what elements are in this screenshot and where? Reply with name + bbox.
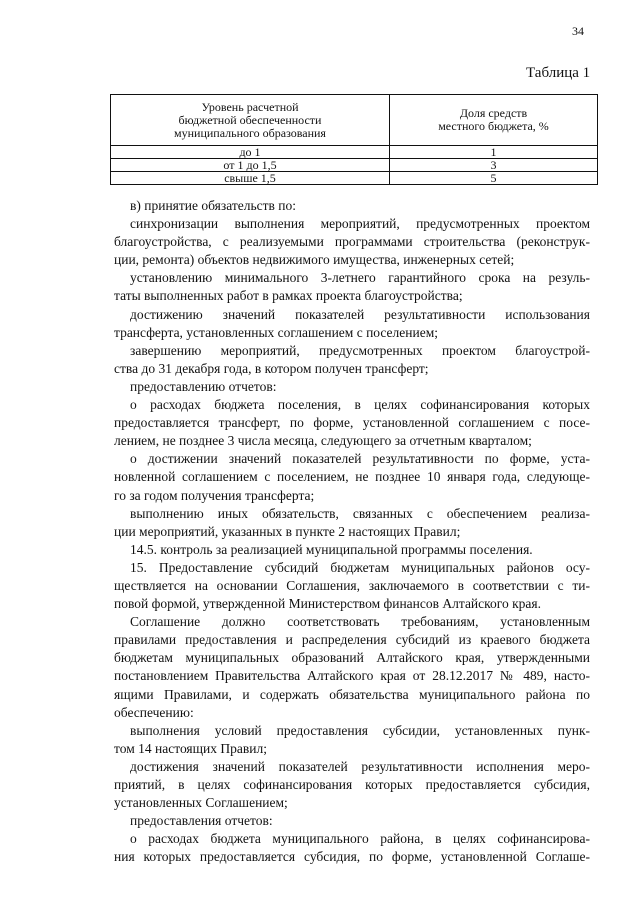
text-line: постановлением Правительства Алтайского края от 28.12.2017 № 489, насто- <box>114 668 590 684</box>
text-line: установленных Соглашением; <box>114 795 288 811</box>
text-line: предоставления отчетов: <box>130 813 273 829</box>
text-line: обеспечению: <box>114 704 194 720</box>
text-line: установлению минимального 3-летнего гарантийного срока на резуль- <box>130 270 590 286</box>
text-line: том 14 настоящих Правил; <box>114 740 267 756</box>
table-label: Таблица 1 <box>526 65 591 81</box>
header-local-share <box>390 95 598 146</box>
table-row <box>111 146 598 159</box>
table-header-row <box>111 95 598 146</box>
level-cell: от 1 до 1,5 <box>111 159 390 172</box>
level-cell: свыше 1,5 <box>111 172 390 185</box>
text-line: ства до 31 декабря года, в котором получен трансферт; <box>114 360 429 376</box>
text-line: правилами предоставления и распределения субсидий из краевого бюджета <box>114 632 590 648</box>
text-line: ции, ремонта) объектов недвижимого имущества, инженерных сетей; <box>114 252 515 268</box>
text-line: предоставляется трансферт, по форме, установленной соглашением с посе- <box>114 415 590 431</box>
header-budget-level-line: муниципального образования <box>174 125 326 140</box>
text-line: ществляется на основании Соглашения, заключаемого в соответствии с ти- <box>114 577 590 593</box>
budget-share-table <box>110 94 598 185</box>
page-number: 34 <box>572 24 584 38</box>
table-row <box>111 159 598 172</box>
header-budget-level-line: Уровень расчетной <box>201 99 299 114</box>
text-line: в) принятие обязательств по: <box>130 198 296 213</box>
text-line: выполнению иных обязательств, связанных с обеспечением реализа- <box>130 505 590 521</box>
text-line: бюджетам муниципальных образований Алтайского края, утвержденными <box>114 650 590 666</box>
text-line: о достижении значений показателей результативности по форме, уста- <box>130 451 590 467</box>
share-cell: 1 <box>390 146 598 159</box>
header-budget-level <box>111 95 390 146</box>
text-line: лением, не позднее 3 числа месяца, следующего за отчетным кварталом; <box>114 433 532 449</box>
text-line: достижению значений показателей результативности использования <box>130 306 590 322</box>
text-line: завершению мероприятий, предусмотренных проектом благоустрой- <box>130 342 590 358</box>
text-line: о расходах бюджета поселения, в целях софинансирования которых <box>130 397 590 413</box>
text-line: таты выполненных работ в рамках проекта благоустройства; <box>114 288 463 304</box>
level-cell: до 1 <box>111 146 390 159</box>
text-line: достижения значений показателей результативности исполнения меро- <box>130 758 590 774</box>
text-line: 15. Предоставление субсидий бюджетам муниципальных районов осу- <box>130 559 590 575</box>
share-cell: 3 <box>390 159 598 172</box>
header-local-share-line: Доля средств <box>459 106 528 120</box>
text-line: 14.5. контроль за реализацией муниципальной программы поселения. <box>130 541 533 557</box>
text-line: предоставлению отчетов: <box>130 378 277 394</box>
header-local-share-line: местного бюджета, % <box>438 119 549 133</box>
share-cell: 5 <box>390 172 598 185</box>
text-line: го за годом получения трансферта; <box>114 487 315 503</box>
body-text <box>114 197 590 866</box>
text-line: новленной соглашением с поселением, не позднее 10 января года, следующе- <box>114 469 590 485</box>
header-budget-level-line: бюджетной обеспеченности <box>178 112 322 127</box>
text-line: ящими Правилами, и содержать обязательства муниципального района по <box>114 686 590 702</box>
text-line: о расходах бюджета муниципального района, в целях софинансирова- <box>130 831 590 847</box>
text-line: синхронизации выполнения мероприятий, предусмотренных проектом <box>130 216 590 232</box>
text-line: ции мероприятий, указанных в пункте 2 настоящих Правил; <box>114 523 461 539</box>
table-row <box>111 172 598 185</box>
text-line: Соглашение должно соответствовать требованиям, установленным <box>130 614 590 630</box>
text-line: благоустройства, с реализуемыми программами строительства (реконструк- <box>114 234 590 250</box>
text-line: приятий, в целях софинансирования которых предоставляется субсидия, <box>114 777 590 792</box>
text-line: ния которых предоставляется субсидия, по форме, установленной Соглаше- <box>114 849 590 865</box>
text-line: трансферта, установленных соглашением с поселением; <box>114 324 439 340</box>
text-line: выполнения условий предоставления субсидии, установленных пунк- <box>130 722 590 738</box>
text-line: повой формой, утвержденной Министерством финансов Алтайского края. <box>114 596 541 612</box>
